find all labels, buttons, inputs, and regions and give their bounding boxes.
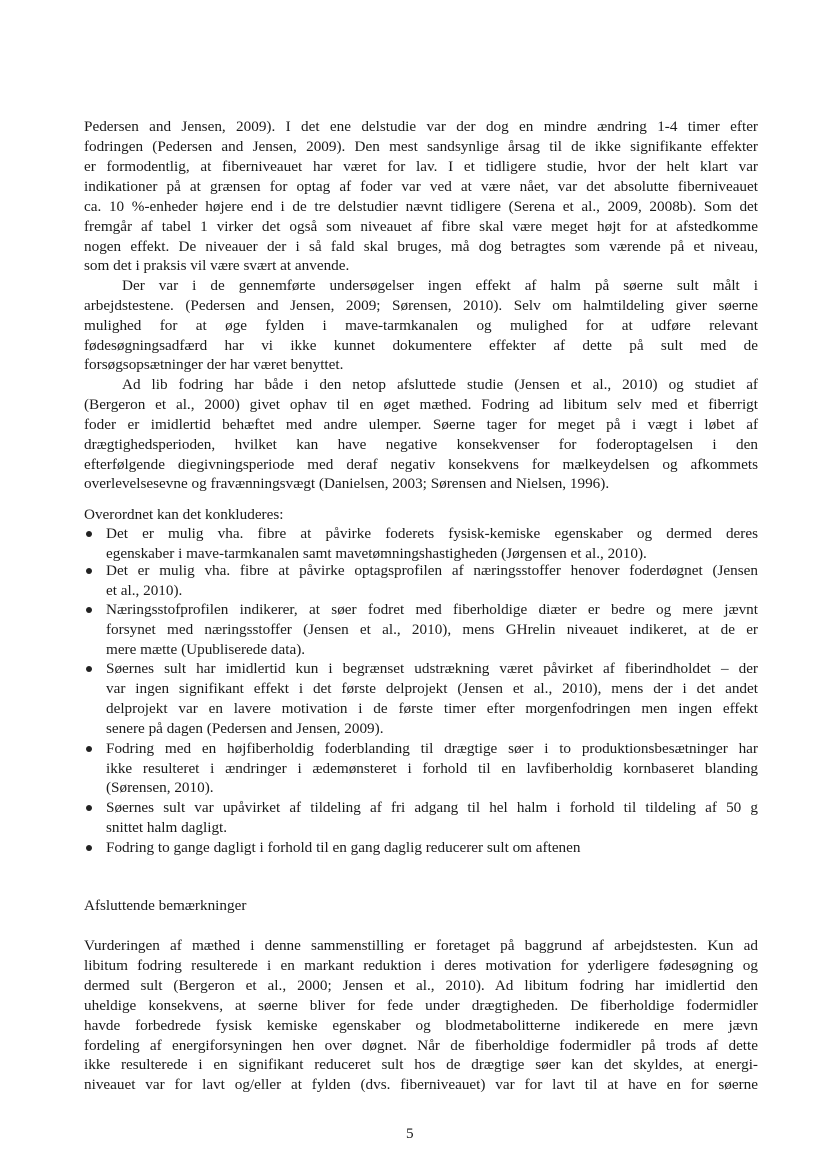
bullet-icon [86,531,92,537]
text-line: Det er mulig vha. fibre at påvirke optagsprofilen af næringsstoffer henover foderdøgnet (Jensen [106,562,758,579]
text-line: foder er imidlertid behæftet med andre ulemper. Søerne tager for meget på i vægt i løbet af [84,416,758,433]
text-line: efterfølgende diegivningsperiode med deraf negativ konsekvens for mælkeydelsen og afkommets [84,456,758,473]
text-line: uheldige konsekvens, at søerne bliver for fede under drægtigheden. De fiberholdige fodermidler [84,997,758,1014]
text-line: ikke resulterede i en signifikant reduceret sult hos de drægtige søer kan det skyldes, at energi- [84,1056,758,1073]
text-line: libitum fodring resulterede i en markant reduktion i deres motivation for yderligere fødesøgning og [84,957,758,974]
text-line: havde forbedrede fysisk kemiske egenskaber og blodmetabolitterne indikerede en mere jævn [84,1017,758,1034]
bullet-icon [86,568,92,574]
text-line: fodringen (Pedersen and Jensen, 2009). Den mest sandsynlige årsag til de ikke signifikante effekter [84,138,758,155]
text-line: Næringsstofprofilen indikerer, at søer fodret med fiberholdige diæter er bedre og mere jævnt [106,601,758,618]
bullet-icon [86,805,92,811]
text-line: mere mætte (Upubliserede data). [106,641,306,658]
text-line: fremgår af tabel 1 virker det også som niveauet af fibre skal være meget højt for at afstedkomme [84,218,758,235]
text-line: indikationer på at grænsen for optag af foder var ved at være nået, var det absolutte fiberniveauet [84,178,758,195]
text-line: mulighed for at øge fylden i mave-tarmkanalen og mulighed for at udføre relevant [84,317,758,334]
text-line: (Sørensen, 2010). [106,779,214,796]
text-line: er formodentlig, at fiberniveauet har været for lav. I et tidligere studie, hvor der helt klart var [84,158,758,175]
text-line: egenskaber i mave-tarmkanalen samt mavetømningshastigheden (Jørgensen et al., 2010). [106,545,647,562]
text-line: delprojekt var en lavere motivation i de første timer efter morgenfodringen men ingen effekt [106,700,758,717]
bullet-icon [86,845,92,851]
bullet-icon [86,607,92,613]
text-line: (Bergeron et al., 2000) givet ophav til en øget mæthed. Fodring ad libitum selv med et fiberrigt [84,396,758,413]
text-line: ikke resulteret i ændringer i ædemønsteret i forhold til en lavfiberholdig kornbaseret blanding [106,760,758,777]
bullet-icon [86,666,92,672]
text-line: var ingen signifikant effekt i det første delprojekt (Jensen et al., 2010), mens der i det andet [106,680,758,697]
text-line: senere på dagen (Pedersen and Jensen, 2009). [106,720,384,737]
text-line: Pedersen and Jensen, 2009). I det ene delstudie var der dog en mindre ændring 1-4 timer efter [84,118,758,135]
text-line: forsynet med næringsstoffer (Jensen et al., 2010), mens GHrelin niveauet indikeret, at de er [106,621,758,638]
text-line: et al., 2010). [106,582,183,599]
text-line: Fodring med en højfiberholdig foderblanding til drægtige søer i to produktionsbesætninger har [106,740,758,757]
text-line: dermed sult (Bergeron et al., 2000; Jensen et al., 2010). Ad libitum fodring har imidlertid den [84,977,758,994]
text-line: Søernes sult har imidlertid kun i begrænset udstrækning været påvirket af fiberindholdet – der [106,660,758,677]
bullet-icon [86,746,92,752]
text-line: Der var i de gennemførte undersøgelser ingen effekt af halm på søerne sult målt i [122,277,758,294]
text-line: som det i praksis vil være svært at anvende. [84,257,350,274]
text-line: arbejdstestene. (Pedersen and Jensen, 2009; Sørensen, 2010). Selv om halmtildeling giver søerne [84,297,758,314]
text-line: Ad lib fodring har både i den netop afsluttede studie (Jensen et al., 2010) og studiet af [122,376,758,393]
text-line: forsøgsopsætninger der har været benyttet. [84,356,344,373]
text-line: niveauet var for lavt og/eller at fylden (dvs. fiberniveauet) var for lavt til at have en for søerne [84,1076,758,1093]
text-line: fødesøgningsadfærd har vi ikke kunnet dokumentere effekter af dette på sult med de [84,337,758,354]
text-line: Det er mulig vha. fibre at påvirke foderets fysisk-kemiske egenskaber og dermed deres [106,525,758,542]
text-line: overlevelsesevne og fravænningsvægt (Danielsen, 2003; Sørensen and Nielsen, 1996). [84,475,610,492]
text-line: Fodring to gange dagligt i forhold til en gang daglig reducerer sult om aftenen [106,839,581,856]
text-line: snittet halm dagligt. [106,819,228,836]
text-line: nogen effekt. De niveauer der i så fald skal bruges, må dog betragtes som værende på et niveau, [84,238,758,255]
page-number: 5 [406,1125,414,1142]
text-line: Søernes sult var upåvirket af tildeling af fri adgang til hel halm i forhold til tildeling af 50 g [106,799,758,816]
text-line: ca. 10 %-enheder højere end i de tre delstudier nævnt tidligere (Serena et al., 2009, 2008b). Som det [84,198,758,215]
text-line: Vurderingen af mæthed i denne sammenstilling er foretaget på baggrund af arbejdstesten. Kun ad [84,937,758,954]
section-heading: Afsluttende bemærkninger [84,897,247,914]
text-line: fordeling af energiforsyningen hen over døgnet. Når de fiberholdige fodermidler på trods af dette [84,1037,758,1054]
text-line: drægtighedsperioden, hvilket kan have negative konsekvenser for foderoptagelsen i den [84,436,758,453]
conclusion-intro: Overordnet kan det konkluderes: [84,506,284,523]
